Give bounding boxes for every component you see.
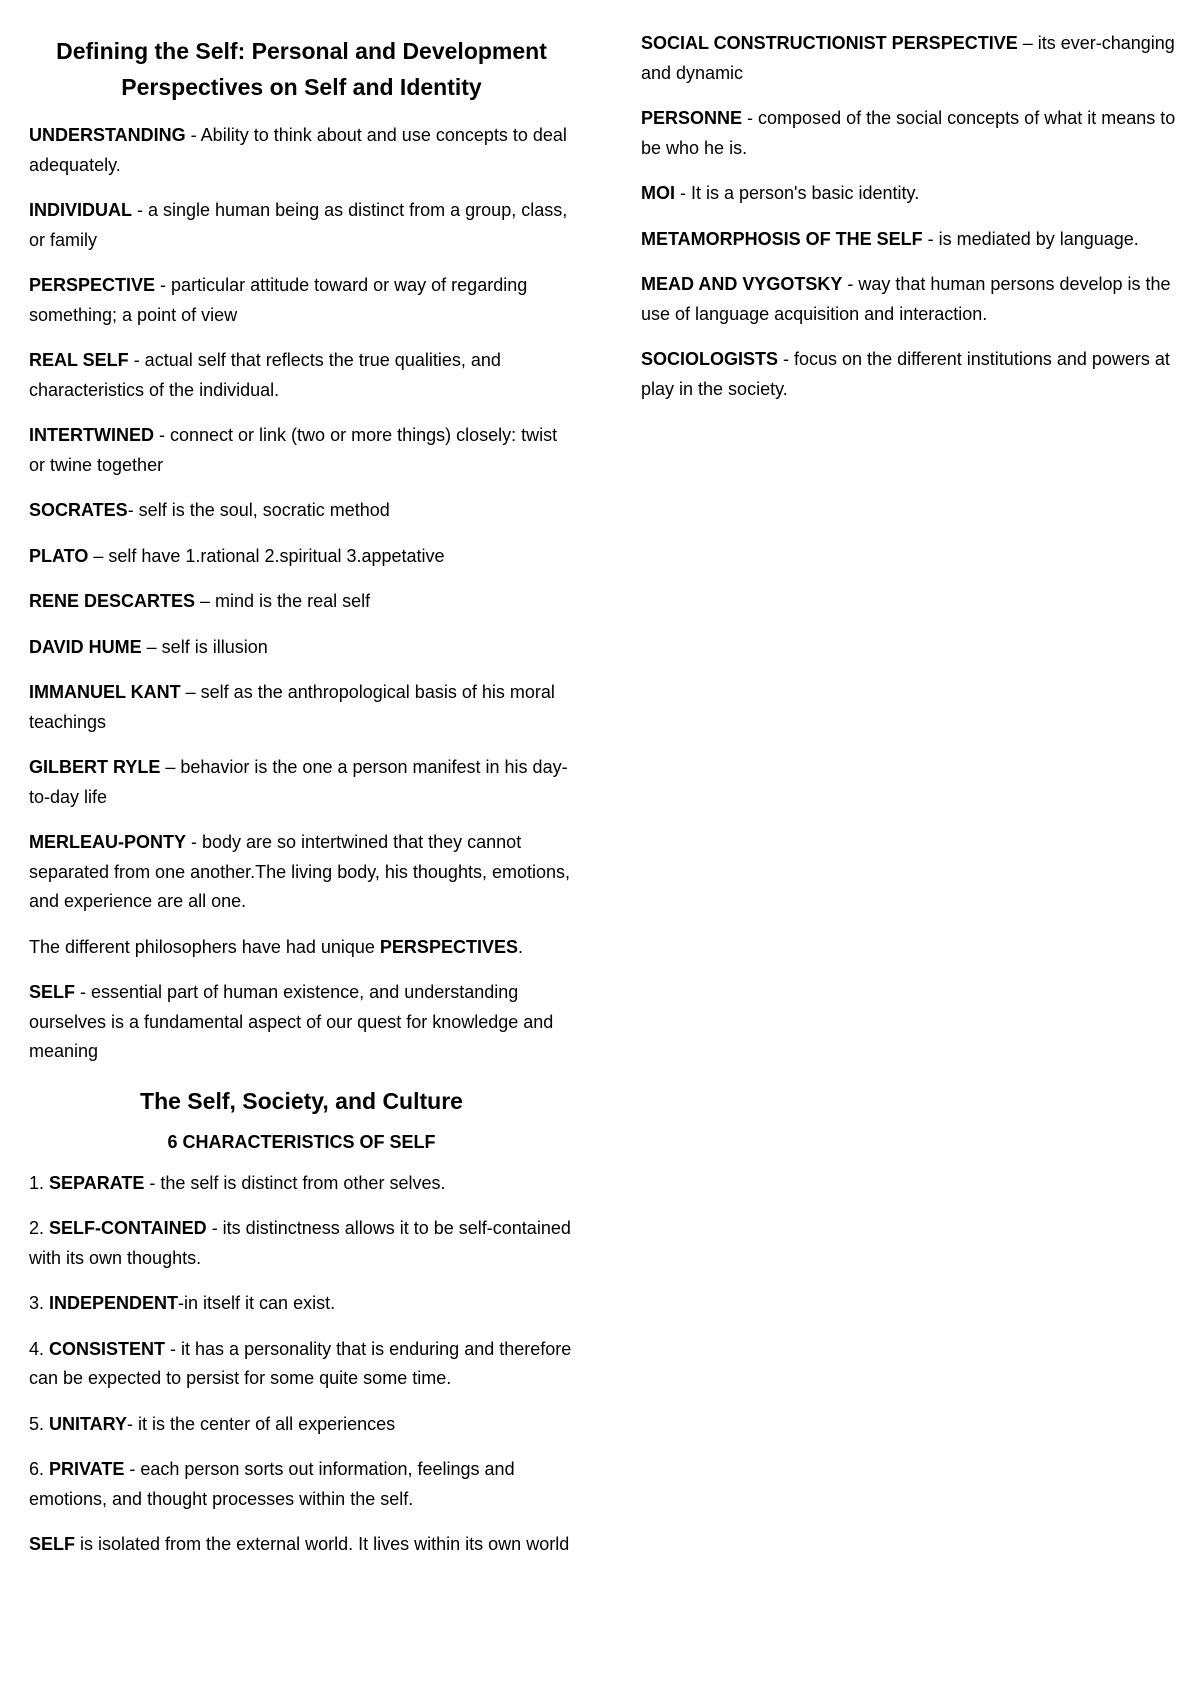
- definition-text: - particular attitude toward or way of regarding something; a point of view: [29, 275, 528, 325]
- definition-term: GILBERT RYLE: [29, 757, 161, 777]
- definition-text: - It is a person's basic identity.: [675, 183, 920, 203]
- definition-text: - body are so intertwined that they cannot separated from one another.The living body, his thoughts, emotions, and experience are all one.: [29, 832, 570, 911]
- characteristics-list: [29, 1169, 574, 1515]
- definition-entry: [641, 104, 1176, 163]
- characteristic-item: [29, 1214, 574, 1273]
- characteristic-item: [29, 1169, 574, 1199]
- definition-text: – self is illusion: [141, 636, 268, 657]
- definition-entry: [29, 121, 574, 180]
- definition-term: UNDERSTANDING: [29, 125, 186, 145]
- definition-entry: [29, 346, 574, 405]
- perspectives-note-suffix: .: [517, 936, 523, 957]
- item-number: 6.: [29, 1459, 50, 1479]
- characteristic-item: [29, 1455, 574, 1514]
- closing-text: is isolated from the external world. It lives within its own world: [75, 1534, 570, 1554]
- definition-text: - focus on the different institutions and powers at play in the society.: [641, 349, 1170, 399]
- characteristic-text: - it has a personality that is enduring and therefore can be expected to persist for some quite some time.: [29, 1338, 572, 1388]
- definition-term: PERSPECTIVE: [29, 275, 156, 295]
- definition-entry: [641, 270, 1176, 329]
- definition-text: - connect or link (two or more things) closely: twist or twine together: [29, 425, 558, 475]
- characteristic-text: - each person sorts out information, feelings and emotions, and thought processes within the self.: [29, 1459, 515, 1509]
- definition-text: – mind is the real self: [195, 591, 371, 611]
- item-number: 2.: [29, 1218, 50, 1238]
- document-title: Defining the Self: Personal and Development Perspectives on Self and Identity: [56, 38, 547, 100]
- definition-text: - composed of the social concepts of what it means to be who he is.: [641, 108, 1176, 158]
- definition-entry: [29, 196, 574, 255]
- definition-entry: [29, 678, 574, 737]
- definition-entry: [29, 421, 574, 480]
- self-definition: [29, 978, 574, 1067]
- definition-entry: [641, 29, 1176, 88]
- closing-statement: [29, 1530, 574, 1560]
- definition-term: DAVID HUME: [29, 636, 142, 657]
- item-number: 4.: [29, 1338, 50, 1359]
- left-column: [29, 0, 574, 1576]
- definition-term: METAMORPHOSIS OF THE SELF: [641, 228, 923, 249]
- characteristic-term: UNITARY: [49, 1413, 128, 1434]
- characteristic-text: - its distinctness allows it to be self-contained with its own thoughts.: [29, 1218, 571, 1268]
- definition-term: REAL SELF: [29, 350, 129, 370]
- definition-text: - self is the soul, socratic method: [127, 500, 390, 520]
- definition-entry: [29, 587, 574, 617]
- definition-entry: [29, 496, 574, 526]
- definition-term: PERSONNE: [641, 108, 743, 128]
- definitions-list: [29, 121, 574, 917]
- characteristic-term: CONSISTENT: [49, 1338, 166, 1359]
- characteristic-item: [29, 1289, 574, 1319]
- characteristics-heading: 6 CHARACTERISTICS OF SELF: [167, 1131, 436, 1152]
- definition-entry: [641, 225, 1176, 255]
- definition-entry: [29, 828, 574, 917]
- definition-text: – self have 1.rational 2.spiritual 3.appetative: [88, 545, 445, 566]
- definition-text: - a single human being as distinct from a group, class, or family: [29, 200, 568, 250]
- item-number: 3.: [29, 1293, 50, 1313]
- definition-entry: [641, 179, 1176, 209]
- characteristic-item: [29, 1410, 574, 1440]
- closing-term: SELF: [29, 1534, 76, 1554]
- item-number: 5.: [29, 1413, 50, 1434]
- definition-text: – behavior is the one a person manifest in his day-to-day life: [29, 757, 568, 807]
- characteristic-item: [29, 1335, 574, 1394]
- definition-entry: [29, 633, 574, 663]
- definition-entry: [641, 345, 1176, 404]
- definition-text: – its ever-changing and dynamic: [641, 33, 1175, 83]
- definition-text: - essential part of human existence, and understanding ourselves is a fundamental aspect of our quest for knowledge and meaning: [29, 982, 554, 1061]
- right-column: [641, 0, 1176, 420]
- definition-term: SOCIAL CONSTRUCTIONIST PERSPECTIVE: [641, 33, 1018, 53]
- definition-term: INDIVIDUAL: [29, 200, 132, 220]
- definition-term: SELF: [29, 982, 76, 1002]
- characteristic-term: PRIVATE: [49, 1459, 125, 1479]
- characteristic-text: - the self is distinct from other selves.: [144, 1172, 446, 1193]
- definition-term: MEAD AND VYGOTSKY: [641, 274, 843, 294]
- definition-term: IMMANUEL KANT: [29, 682, 181, 702]
- characteristic-text: - it is the center of all experiences: [127, 1413, 396, 1434]
- definition-text: - Ability to think about and use concepts to deal adequately.: [29, 125, 567, 175]
- definition-term: MERLEAU-PONTY: [29, 832, 186, 852]
- characteristic-text: -in itself it can exist.: [178, 1293, 336, 1313]
- definition-entry: [29, 271, 574, 330]
- characteristic-term: SEPARATE: [49, 1172, 145, 1193]
- characteristic-term: SELF-CONTAINED: [49, 1218, 207, 1238]
- definition-text: - is mediated by language.: [922, 228, 1139, 249]
- definition-term: MOI: [641, 183, 675, 203]
- characteristic-term: INDEPENDENT: [49, 1293, 179, 1313]
- definition-entry: [29, 753, 574, 812]
- definition-term: SOCRATES: [29, 500, 128, 520]
- section-title: The Self, Society, and Culture: [140, 1087, 463, 1114]
- definition-term: INTERTWINED: [29, 425, 154, 445]
- definition-text: – self as the anthropological basis of his moral teachings: [29, 682, 555, 732]
- definition-entry: [29, 542, 574, 572]
- definition-text: - actual self that reflects the true qualities, and characteristics of the individual.: [29, 350, 501, 400]
- perspectives-note-term: PERSPECTIVES: [379, 936, 518, 957]
- definition-term: PLATO: [29, 545, 89, 566]
- definition-text: - way that human persons develop is the use of language acquisition and interaction.: [641, 274, 1171, 324]
- definition-term: SOCIOLOGISTS: [641, 349, 779, 369]
- perspectives-note-prefix: The different philosophers have had unique: [29, 936, 380, 957]
- definition-term: RENE DESCARTES: [29, 591, 196, 611]
- item-number: 1.: [29, 1172, 50, 1193]
- perspectives-note: [29, 933, 574, 963]
